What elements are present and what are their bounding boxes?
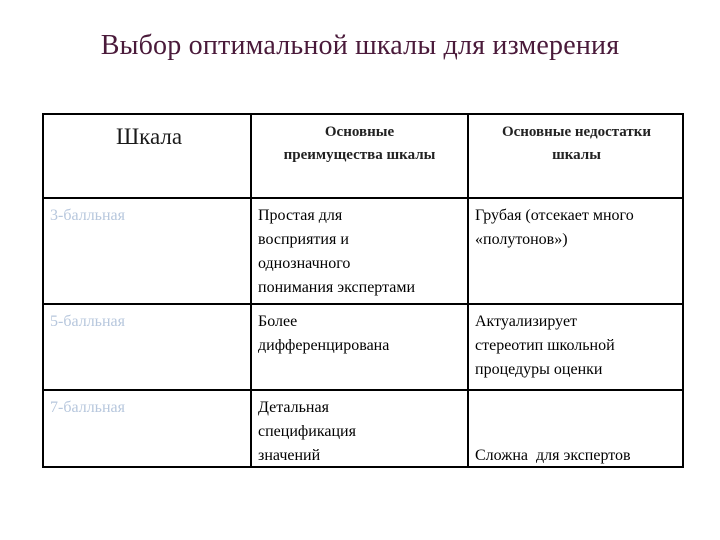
scales-table xyxy=(42,113,684,468)
row-divider-1 xyxy=(44,197,682,199)
header-disadvantages-line-2: шкалы xyxy=(552,147,601,163)
row-divider-2 xyxy=(44,303,682,305)
advantages-5 xyxy=(258,310,468,358)
disadvantages-7 xyxy=(475,396,684,516)
advantages-3-line-4: понимания экспертами xyxy=(258,279,416,296)
disadvantages-3 xyxy=(475,204,684,252)
header-scale: Шкала xyxy=(115,124,183,149)
slide-title: Выбор оптимальной шкалы для измерения xyxy=(100,30,620,61)
disadvantages-5-line-2: стереотип школьной xyxy=(475,337,615,354)
header-disadvantages xyxy=(469,121,684,167)
disadvantages-5-line-1: Актуализирует xyxy=(475,313,578,330)
advantages-7-line-2: спецификация xyxy=(258,423,356,440)
advantages-7 xyxy=(258,396,468,468)
disadvantages-3-line-1: Грубая (отсекает много xyxy=(475,207,634,224)
header-disadvantages-line-1: Основные недостатки xyxy=(501,124,652,140)
scale-label-7: 7-балльная xyxy=(50,399,125,416)
header-advantages-line-2: преимущества шкалы xyxy=(283,147,436,163)
row-divider-3 xyxy=(44,389,682,391)
column-divider-1 xyxy=(250,115,252,466)
advantages-7-line-3: значений xyxy=(258,447,321,464)
advantages-3-line-2: восприятия и xyxy=(258,231,349,248)
advantages-5-line-2: дифференцирована xyxy=(258,337,390,354)
disadvantages-3-line-2: «полутонов») xyxy=(475,231,568,248)
advantages-3-line-3: однозначного xyxy=(258,255,351,272)
disadvantages-5-line-3: процедуры оценки xyxy=(475,361,603,378)
advantages-5-line-1: Более xyxy=(258,313,298,330)
advantages-7-line-1: Детальная xyxy=(258,399,329,416)
scale-label-5: 5-балльная xyxy=(50,313,125,330)
scale-label-3: 3-балльная xyxy=(50,207,125,224)
advantages-3-line-1: Простая для xyxy=(258,207,343,224)
header-advantages-line-1: Основные xyxy=(324,124,395,140)
advantages-3 xyxy=(258,204,468,300)
disadvantages-7-line-1: Сложна для экспертов xyxy=(475,447,631,464)
header-advantages xyxy=(252,121,467,167)
disadvantages-5 xyxy=(475,310,684,382)
